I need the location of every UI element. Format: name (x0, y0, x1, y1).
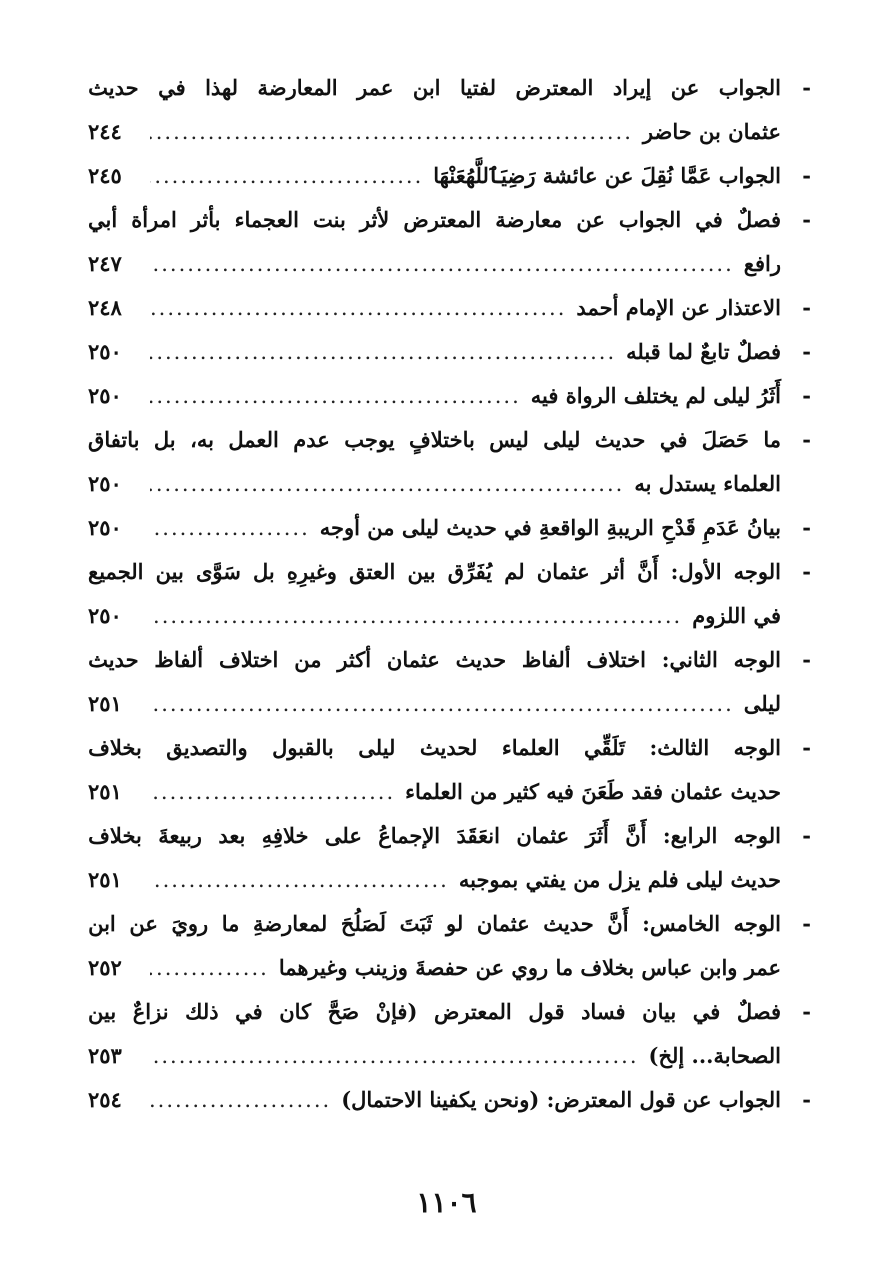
entry-bullet: - (802, 163, 811, 188)
dot-leader (150, 286, 566, 330)
toc-entry (88, 330, 811, 374)
entry-title: الصحابة... إلخ) (648, 1043, 781, 1068)
entry-bullet: - (802, 339, 811, 364)
dot-leader (150, 858, 449, 902)
entry-title: الاعتذار عن الإمام أحمد (576, 295, 781, 320)
toc-entry (88, 374, 811, 418)
entry-page-number: ٢٥٢ (88, 955, 122, 980)
entry-bullet: - (802, 647, 811, 672)
entry-final-line (88, 374, 781, 418)
entry-bullet: - (802, 911, 811, 936)
entry-page-number: ٢٥١ (88, 867, 122, 892)
entry-title-line: الوجه الثاني: اختلاف ألفاظ حديث عثمان أكثر من اختلاف ألفاظ حديث (88, 647, 781, 672)
entry-title-line: الوجه الأول: أَنَّ أثر عثمان لم يُفَرِّق بين العتق وغيرِهِ بل سَوَّى بين الجميع (88, 559, 781, 584)
entry-title: عثمان بن حاضر (642, 119, 781, 144)
toc-entry (88, 418, 811, 506)
toc-entry (88, 154, 811, 198)
entry-title: الجواب عَمَّا نُقِلَ عن عائشة رَضِيَٱللَّهُعَنْهَا (433, 163, 781, 188)
entry-page-number: ٢٤٧ (88, 251, 122, 276)
entry-page-number: ٢٥٣ (88, 1043, 122, 1068)
entry-title: عمر وابن عباس بخلاف ما روي عن حفصةَ وزينب وغيرهما (278, 955, 781, 980)
entry-bullet: - (802, 559, 811, 584)
entry-title: حديث ليلى فلم يزل من يفتي بموجبه (458, 867, 781, 892)
dot-leader (150, 594, 682, 638)
entry-title-line: الوجه الخامس: أَنَّ حديث عثمان لو ثَبَتَ لَصَلُحَ لمعارضةِ ما رويَ عن ابن (88, 911, 781, 936)
entry-page-number: ٢٥٠ (88, 603, 122, 628)
page-number: ١١٠٦ (416, 1186, 477, 1219)
entry-bullet: - (802, 427, 811, 452)
toc-entry (88, 286, 811, 330)
entry-bullet: - (802, 735, 811, 760)
entry-title: فصلٌ تابعٌ لما قبله (626, 339, 781, 364)
entry-page-number: ٢٥٠ (88, 383, 122, 408)
entry-page-number: ٢٤٨ (88, 295, 122, 320)
toc-entry (88, 1078, 811, 1122)
entry-title-line: الجواب عن إيراد المعترض لفتيا ابن عمر المعارضة لهذا في حديث (88, 75, 781, 100)
toc-entry (88, 506, 811, 550)
entry-page-number: ٢٥٠ (88, 471, 122, 496)
entry-title-line: فصلٌ في الجواب عن معارضة المعترض لأثر بنت العجماء بأثر امرأة أبي (88, 207, 781, 232)
entry-bullet: - (802, 823, 811, 848)
entry-title-line: فصلٌ في بيان فساد قول المعترض (فإنْ صَحَّ كان في ذلك نزاعٌ بين (88, 999, 781, 1024)
entry-title-line: ما حَصَلَ في حديث ليلى ليس باختلافٍ يوجب عدم العمل به، بل باتفاق (88, 427, 781, 452)
entry-title: رافع (743, 251, 781, 276)
entry-final-line (88, 462, 781, 506)
entry-final-line (88, 286, 781, 330)
dot-leader (150, 770, 395, 814)
entry-final-line (88, 682, 781, 726)
entry-final-line (88, 1034, 781, 1078)
entry-page-number: ٢٥١ (88, 779, 122, 804)
entry-title: ليلى (743, 691, 781, 716)
dot-leader (150, 682, 734, 726)
entry-title-line: الوجه الرابع: أَنَّ أَثَرَ عثمان انعَقَدَ الإجماعُ على خلافِهِ بعد ربيعةَ بخلاف (88, 823, 781, 848)
entry-title: الجواب عن قول المعترض: (ونحن يكفينا الاحتمال) (341, 1087, 781, 1112)
entry-title: في اللزوم (692, 603, 781, 628)
toc-entry (88, 990, 811, 1078)
dot-leader (150, 1034, 639, 1078)
dot-leader (150, 946, 269, 990)
table-of-contents (88, 66, 811, 1122)
entry-final-line (88, 858, 781, 902)
entry-page-number: ٢٥١ (88, 691, 122, 716)
entry-title-line: الوجه الثالث: تَلَقِّي العلماء لحديث ليلى بالقبول والتصديق بخلاف (88, 735, 781, 760)
entry-title: العلماء يستدل به (634, 471, 781, 496)
entry-final-line (88, 110, 781, 154)
entry-bullet: - (802, 383, 811, 408)
toc-entry (88, 198, 811, 286)
entry-final-line (88, 594, 781, 638)
entry-title: حديث عثمان فقد طَعَنَ فيه كثير من العلماء (405, 779, 781, 804)
dot-leader (150, 110, 633, 154)
entry-bullet: - (802, 75, 811, 100)
entry-bullet: - (802, 295, 811, 320)
entry-page-number: ٢٤٥ (88, 163, 122, 188)
entry-page-number: ٢٥٠ (88, 515, 122, 540)
entry-page-number: ٢٤٤ (88, 119, 122, 144)
entry-bullet: - (802, 1087, 811, 1112)
dot-leader (150, 462, 624, 506)
toc-entry (88, 814, 811, 902)
toc-entry (88, 66, 811, 154)
entry-final-line (88, 770, 781, 814)
entry-title: بيانُ عَدَمِ قَدْحِ الريبةِ الواقعةِ في حديث ليلى من أوجه (319, 515, 781, 540)
dot-leader (150, 330, 616, 374)
entry-final-line (88, 1078, 781, 1122)
entry-final-line (88, 154, 781, 198)
toc-entry (88, 902, 811, 990)
dot-leader (150, 374, 521, 418)
entry-bullet: - (802, 999, 811, 1024)
dot-leader (150, 1078, 331, 1122)
dot-leader (150, 154, 423, 198)
toc-entry (88, 726, 811, 814)
dot-leader (150, 242, 734, 286)
entry-final-line (88, 946, 781, 990)
entry-bullet: - (802, 207, 811, 232)
toc-entry (88, 638, 811, 726)
entry-page-number: ٢٥٠ (88, 339, 122, 364)
entry-final-line (88, 242, 781, 286)
entry-final-line (88, 330, 781, 374)
entry-page-number: ٢٥٤ (88, 1087, 122, 1112)
dot-leader (150, 506, 310, 550)
entry-title: أَثَرُ ليلى لم يختلف الرواة فيه (530, 383, 781, 408)
entry-bullet: - (802, 515, 811, 540)
entry-final-line (88, 506, 781, 550)
toc-entry (88, 550, 811, 638)
